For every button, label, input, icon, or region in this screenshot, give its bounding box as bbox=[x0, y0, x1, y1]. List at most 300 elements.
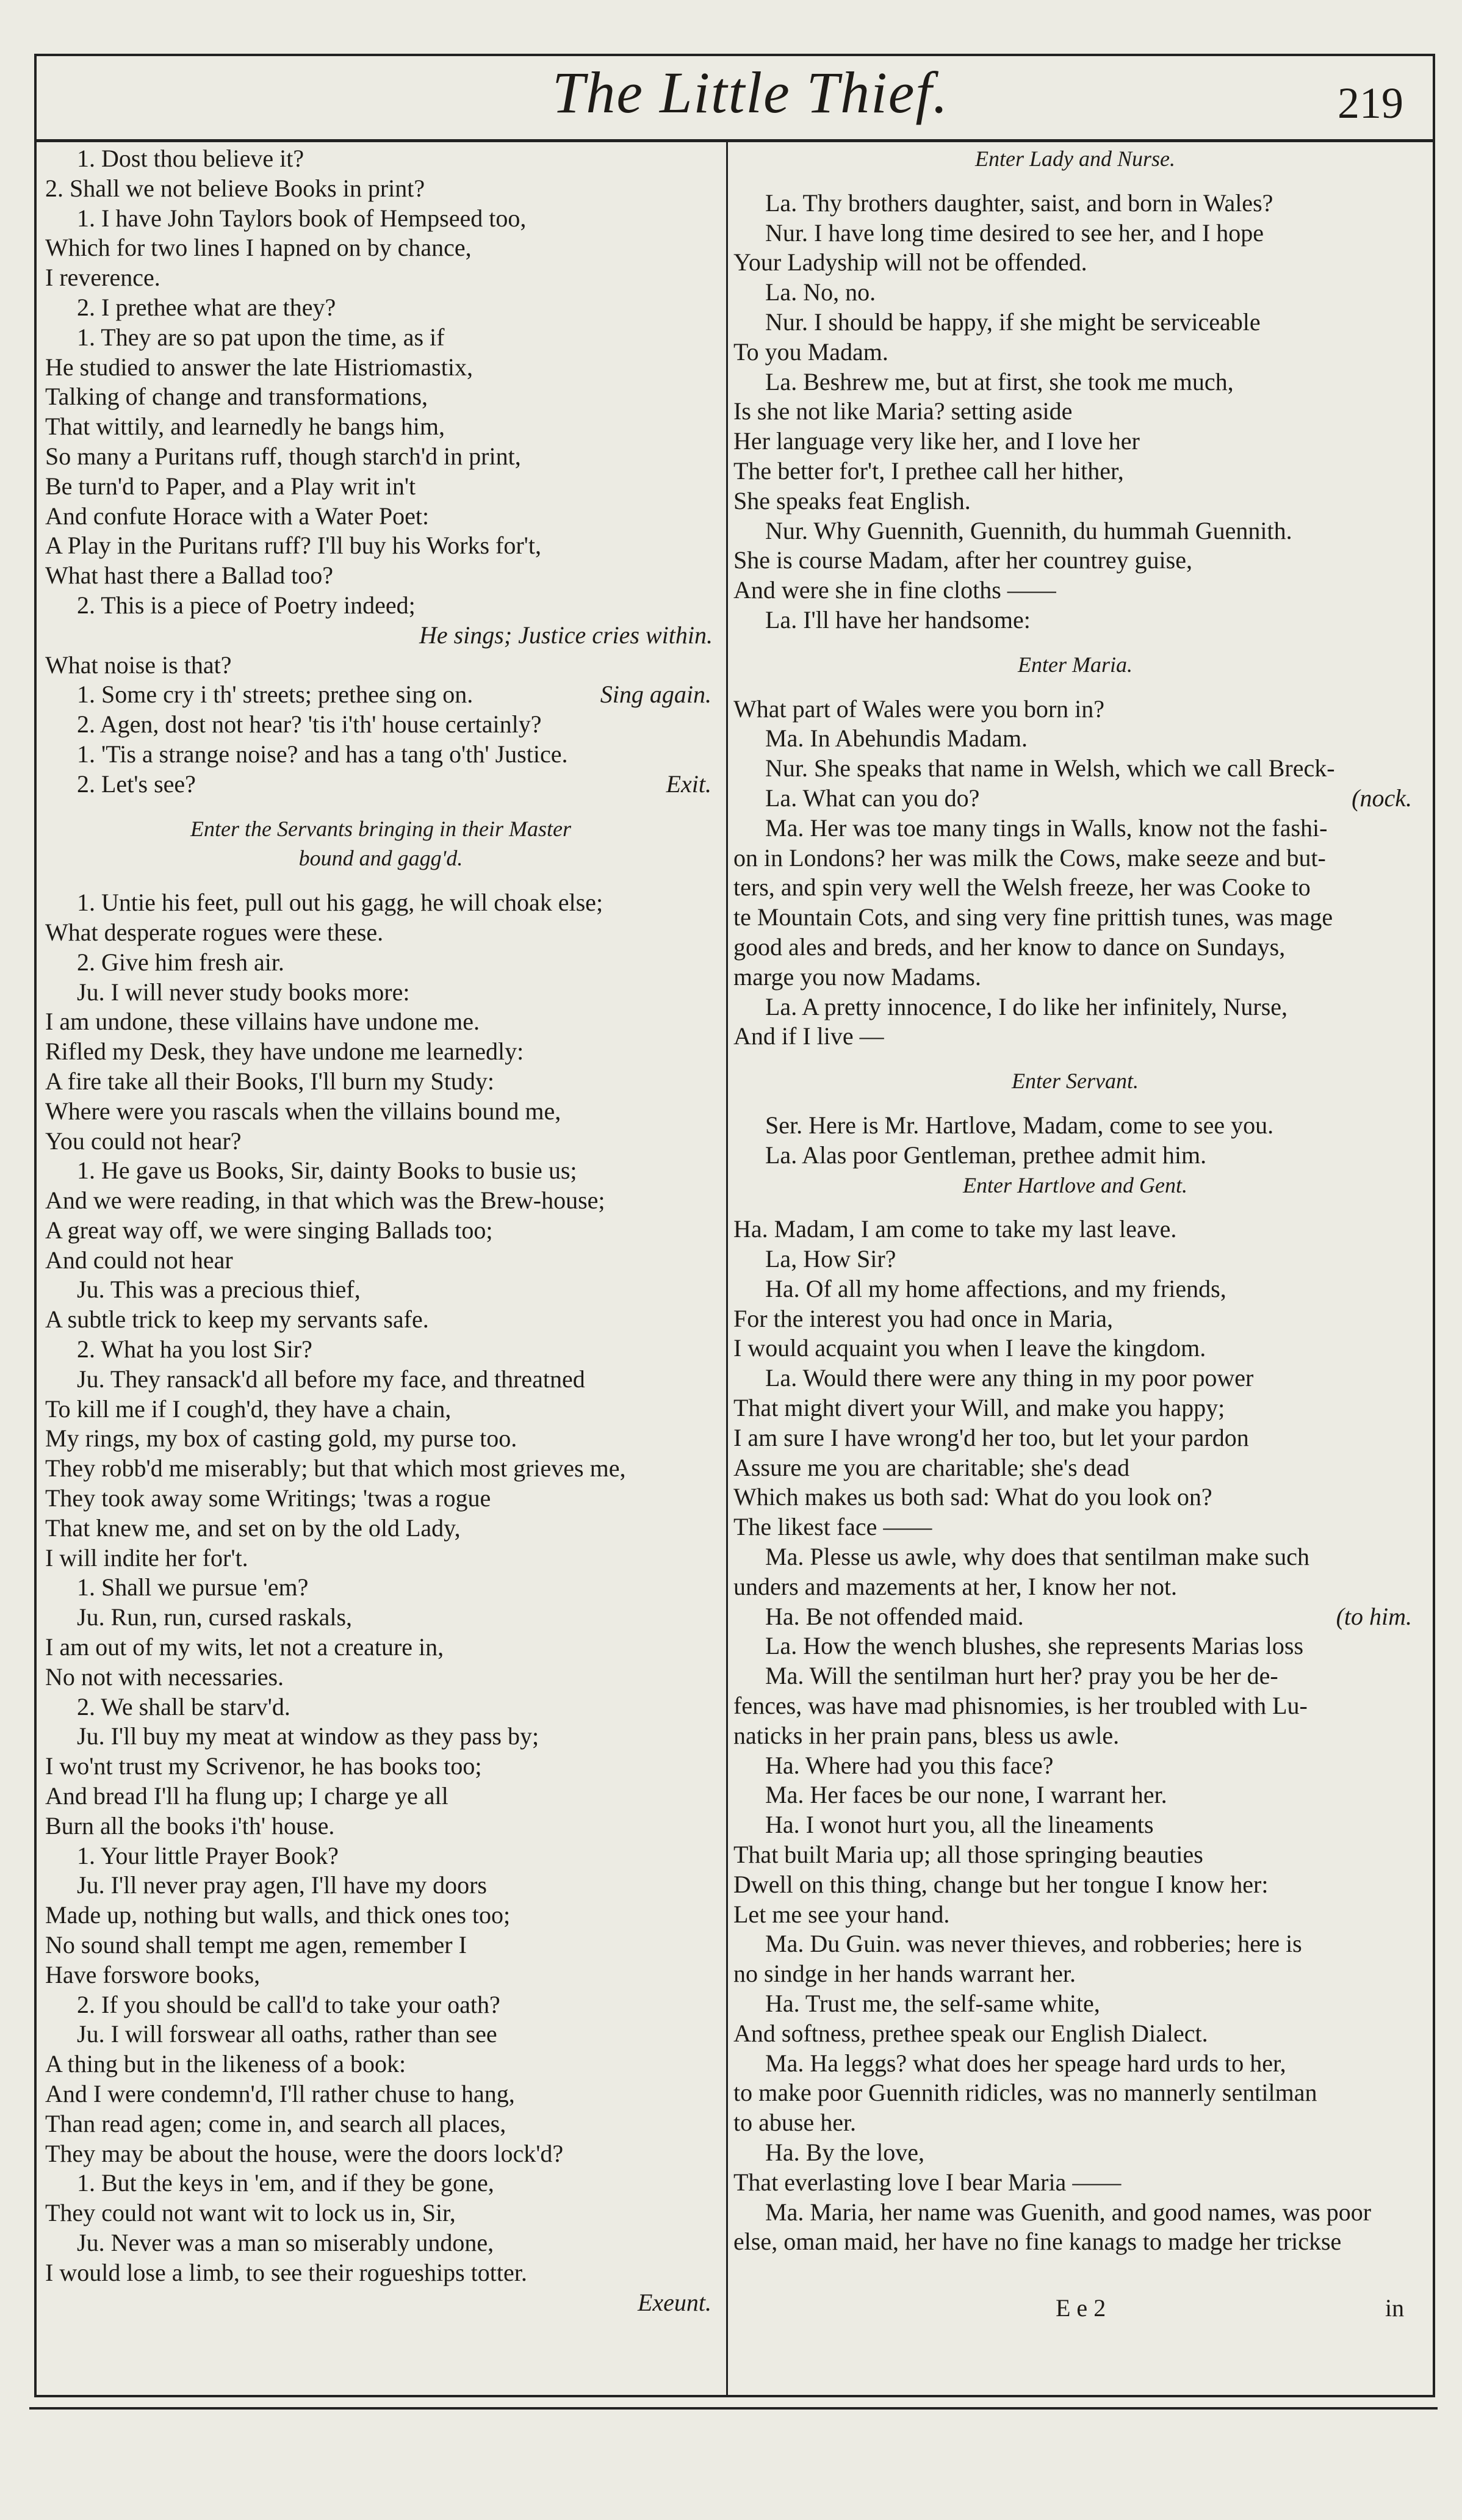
line-text: Ha. Be not offended maid. bbox=[765, 1602, 1024, 1630]
text-line bbox=[45, 2198, 716, 2228]
text-line bbox=[45, 472, 716, 502]
line-text: And were she in fine cloths —— bbox=[733, 576, 1056, 604]
line-text: A fire take all their Books, I'll burn my Study: bbox=[45, 1067, 494, 1095]
text-line bbox=[733, 2198, 1417, 2228]
stage-direction bbox=[45, 814, 716, 844]
text-line bbox=[733, 754, 1417, 784]
line-spacer bbox=[733, 1200, 1417, 1215]
line-text: Have forswore books, bbox=[45, 1960, 261, 1988]
line-text: I would lose a limb, to see their rogueships totter. bbox=[45, 2258, 527, 2286]
line-text: That built Maria up; all those springing beauties bbox=[733, 1841, 1203, 1869]
line-text: They may be about the house, were the doors lock'd? bbox=[45, 2139, 564, 2167]
text-line bbox=[45, 1752, 716, 1782]
line-text: Ma. Her faces be our none, I warrant her. bbox=[765, 1781, 1167, 1809]
text-line bbox=[45, 1663, 716, 1692]
signature-mark: E e 2 bbox=[1056, 2294, 1106, 2322]
text-line bbox=[733, 2078, 1417, 2108]
text-line bbox=[733, 1022, 1417, 1052]
line-text: And bread I'll ha flung up; I charge ye all bbox=[45, 1782, 448, 1810]
line-text: A subtle trick to keep my servants safe. bbox=[45, 1305, 429, 1334]
text-line bbox=[733, 784, 1417, 814]
page-number: 219 bbox=[1338, 79, 1403, 128]
line-text: 1. Your little Prayer Book? bbox=[77, 1841, 339, 1869]
text-line bbox=[45, 233, 716, 263]
line-text: Her language very like her, and I love her bbox=[733, 427, 1140, 455]
text-line bbox=[733, 2138, 1417, 2168]
stage-direction bbox=[733, 1066, 1417, 1096]
text-line bbox=[45, 502, 716, 532]
line-text: to abuse her. bbox=[733, 2109, 857, 2137]
line-text: Nur. I have long time desired to see her, and I hope bbox=[765, 218, 1264, 247]
text-line bbox=[733, 1423, 1417, 1453]
line-text: A Play in the Puritans ruff? I'll buy his Works for't, bbox=[45, 532, 541, 560]
line-text: And if I live — bbox=[733, 1022, 884, 1050]
line-text: Ha. By the love, bbox=[765, 2139, 925, 2166]
line-text: Your Ladyship will not be offended. bbox=[733, 248, 1087, 276]
line-text: Enter Hartlove and Gent. bbox=[963, 1172, 1187, 1197]
line-text: I am undone, these villains have undone me. bbox=[45, 1008, 480, 1036]
line-text: Be turn'd to Paper, and a Play writ in't bbox=[45, 472, 416, 500]
line-text: La. Thy brothers daughter, saist, and born in Wales? bbox=[765, 189, 1273, 217]
line-text: And we were reading, in that which was the Brew-house; bbox=[45, 1186, 605, 1215]
line-text: I will indite her for't. bbox=[45, 1543, 248, 1572]
text-line bbox=[733, 576, 1417, 605]
text-line bbox=[45, 2288, 716, 2318]
line-text: 1. But the keys in 'em, and if they be gone, bbox=[77, 2169, 494, 2197]
line-text: What hast there a Ballad too? bbox=[45, 561, 334, 590]
line-text: Burn all the books i'th' house. bbox=[45, 1811, 335, 1839]
line-text: A thing but in the likeness of a book: bbox=[45, 2050, 406, 2078]
text-line bbox=[45, 174, 716, 204]
line-text: You could not hear? bbox=[45, 1127, 242, 1155]
text-line bbox=[733, 814, 1417, 843]
text-line bbox=[733, 1542, 1417, 1572]
stage-direction bbox=[733, 144, 1417, 174]
text-line bbox=[733, 1334, 1417, 1363]
line-text: Nur. She speaks that name in Welsh, which we call Breck- bbox=[765, 754, 1335, 782]
text-line bbox=[733, 873, 1417, 903]
text-line bbox=[45, 2139, 716, 2169]
line-text: Ha. I wonot hurt you, all the lineaments bbox=[765, 1811, 1154, 1839]
text-line bbox=[733, 1631, 1417, 1661]
line-right-direction: (to him. bbox=[1336, 1602, 1412, 1630]
line-text: Ha. Of all my home affections, and my friends, bbox=[765, 1274, 1226, 1302]
text-line bbox=[733, 992, 1417, 1022]
text-line bbox=[733, 2108, 1417, 2138]
text-line bbox=[45, 1811, 716, 1841]
line-text: 2. Let's see? bbox=[77, 770, 196, 798]
text-line bbox=[733, 1453, 1417, 1483]
line-text: My rings, my box of casting gold, my purse too. bbox=[45, 1424, 517, 1453]
line-text: That everlasting love I bear Maria —— bbox=[733, 2168, 1122, 2196]
line-text: Enter Maria. bbox=[1018, 652, 1133, 677]
text-line bbox=[45, 1007, 716, 1037]
text-line bbox=[733, 1691, 1417, 1721]
line-spacer bbox=[45, 873, 716, 888]
line-text: 1. Dost thou believe it? bbox=[77, 145, 304, 172]
line-text: good ales and breds, and her know to dance on Sundays, bbox=[733, 933, 1286, 961]
line-text: No sound shall tempt me agen, remember I bbox=[45, 1931, 467, 1959]
text-line bbox=[733, 189, 1417, 218]
text-line bbox=[733, 248, 1417, 278]
text-line bbox=[733, 278, 1417, 308]
text-line bbox=[45, 1127, 716, 1157]
text-line bbox=[733, 457, 1417, 486]
text-line bbox=[733, 843, 1417, 873]
line-text: La. Would there were any thing in my poor power bbox=[765, 1364, 1254, 1392]
text-line bbox=[45, 978, 716, 1008]
line-text: fences, was have mad phisnomies, is her troubled with Lu- bbox=[733, 1692, 1308, 1720]
line-text: And softness, prethee speak our English Dialect. bbox=[733, 2019, 1208, 2047]
line-text: 2. Shall we not believe Books in print? bbox=[45, 174, 425, 202]
text-line bbox=[733, 2049, 1417, 2079]
text-line bbox=[45, 561, 716, 591]
text-line bbox=[45, 2049, 716, 2079]
text-line bbox=[45, 353, 716, 383]
line-text: She is course Madam, after her countrey guise, bbox=[733, 546, 1192, 574]
line-text: Made up, nothing but walls, and thick ones too; bbox=[45, 1901, 511, 1929]
line-text: He sings; Justice cries within. bbox=[419, 621, 713, 649]
text-line bbox=[733, 427, 1417, 457]
text-line bbox=[45, 204, 716, 234]
text-line bbox=[45, 412, 716, 442]
text-line bbox=[733, 1274, 1417, 1304]
text-line bbox=[45, 1543, 716, 1573]
line-text: Ma. Plesse us awle, why does that sentilman make such bbox=[765, 1543, 1310, 1571]
line-text: Enter Servant. bbox=[1012, 1069, 1139, 1094]
line-text: 1. I have John Taylors book of Hempseed too, bbox=[77, 204, 527, 232]
line-text: Ma. Ha leggs? what does her speage hard urds to her, bbox=[765, 2049, 1286, 2077]
text-line bbox=[733, 605, 1417, 635]
line-text: La. How the wench blushes, she represents Marias loss bbox=[765, 1632, 1304, 1660]
line-text: Ma. Her was toe many tings in Walls, know not the fashi- bbox=[765, 814, 1328, 842]
stage-direction bbox=[45, 843, 716, 873]
line-spacer bbox=[733, 174, 1417, 189]
text-line bbox=[45, 1246, 716, 1276]
line-text: 1. Some cry i th' streets; prethee sing on. bbox=[77, 681, 474, 709]
line-text: Talking of change and transformations, bbox=[45, 383, 428, 411]
line-text: And confute Horace with a Water Poet: bbox=[45, 502, 430, 530]
text-line bbox=[45, 621, 716, 651]
line-text: te Mountain Cots, and sing very fine prittish tunes, was mage bbox=[733, 903, 1333, 931]
line-text: marge you now Madams. bbox=[733, 962, 981, 991]
line-spacer bbox=[45, 800, 716, 814]
text-line bbox=[45, 770, 716, 800]
line-text: Ser. Here is Mr. Hartlove, Madam, come to see you. bbox=[765, 1111, 1274, 1139]
text-line bbox=[733, 1393, 1417, 1423]
line-text: The better for't, I prethee call her hither, bbox=[733, 457, 1124, 485]
text-line bbox=[733, 1870, 1417, 1900]
line-text: La. I'll have her handsome: bbox=[765, 605, 1031, 634]
text-line bbox=[733, 1602, 1417, 1632]
text-line bbox=[733, 2019, 1417, 2049]
line-text: So many a Puritans ruff, though starch'd in print, bbox=[45, 442, 521, 470]
line-text: Where were you rascals when the villains bound me, bbox=[45, 1097, 561, 1125]
catchword: in bbox=[1385, 2294, 1405, 2322]
text-line bbox=[45, 680, 716, 710]
text-line bbox=[733, 1215, 1417, 1244]
text-line bbox=[45, 1424, 716, 1454]
line-text: I am sure I have wrong'd her too, but let your pardon bbox=[733, 1423, 1249, 1451]
text-line bbox=[733, 1482, 1417, 1512]
line-text: to make poor Guennith ridicles, was no mannerly sentilman bbox=[733, 2079, 1317, 2107]
text-line bbox=[733, 1989, 1417, 2019]
line-text: Assure me you are charitable; she's dead bbox=[733, 1453, 1130, 1481]
text-line bbox=[733, 1111, 1417, 1141]
right-column bbox=[733, 144, 1417, 2390]
text-line bbox=[45, 1305, 716, 1335]
text-line bbox=[45, 1067, 716, 1097]
text-line bbox=[733, 1780, 1417, 1810]
line-text: Dwell on this thing, change but her tongue I know her: bbox=[733, 1870, 1269, 1898]
text-line bbox=[45, 1156, 716, 1186]
text-line bbox=[733, 1840, 1417, 1870]
text-line bbox=[45, 2109, 716, 2139]
text-line bbox=[45, 442, 716, 472]
line-text: Ju. Run, run, cursed raskals, bbox=[77, 1603, 353, 1631]
text-line bbox=[45, 1484, 716, 1514]
text-line bbox=[45, 651, 716, 681]
line-text: Ha. Trust me, the self-same white, bbox=[765, 1990, 1100, 2018]
text-line bbox=[733, 2168, 1417, 2198]
text-line bbox=[45, 1782, 716, 1811]
line-text: Enter the Servants bringing in their Master bbox=[190, 816, 571, 841]
line-text: else, oman maid, her have no fine kanags to madge her trickse bbox=[733, 2228, 1342, 2256]
text-line bbox=[733, 1810, 1417, 1840]
text-line bbox=[733, 1304, 1417, 1334]
text-line bbox=[45, 2168, 716, 2198]
line-text: What desperate rogues were these. bbox=[45, 918, 384, 946]
column-divider bbox=[726, 142, 728, 2397]
line-text: bound and gagg'd. bbox=[298, 846, 463, 871]
line-text: 1. He gave us Books, Sir, dainty Books to busie us; bbox=[77, 1157, 577, 1185]
line-text: 2. I prethee what are they? bbox=[77, 293, 336, 321]
text-line bbox=[733, 1900, 1417, 1930]
line-text: Rifled my Desk, they have undone me learnedly: bbox=[45, 1038, 524, 1066]
text-line bbox=[45, 2258, 716, 2288]
line-text: 2. Agen, dost not hear? 'tis i'th' house certainly? bbox=[77, 710, 542, 738]
line-text: no sindge in her hands warrant her. bbox=[733, 1960, 1076, 1988]
line-text: I wo'nt trust my Scrivenor, he has books too; bbox=[45, 1752, 482, 1780]
text-line bbox=[45, 591, 716, 621]
line-text: 2. What ha you lost Sir? bbox=[77, 1335, 312, 1363]
text-line bbox=[733, 2227, 1417, 2257]
text-line bbox=[45, 293, 716, 323]
text-line bbox=[733, 1721, 1417, 1751]
line-text: La, How Sir? bbox=[765, 1245, 896, 1273]
line-text: A great way off, we were singing Ballads too; bbox=[45, 1216, 493, 1244]
line-text: 2. We shall be starv'd. bbox=[77, 1692, 290, 1720]
text-line bbox=[733, 397, 1417, 427]
line-text: Ju. I'll buy my meat at window as they pass by; bbox=[77, 1722, 539, 1750]
text-line bbox=[733, 903, 1417, 933]
line-text: naticks in her prain pans, bless us awle. bbox=[733, 1721, 1120, 1749]
text-line bbox=[45, 948, 716, 978]
line-text: Which for two lines I hapned on by chance, bbox=[45, 234, 472, 262]
line-text: And I were condemn'd, I'll rather chuse to hang, bbox=[45, 2080, 515, 2107]
text-line bbox=[45, 1722, 716, 1752]
text-line bbox=[733, 1661, 1417, 1691]
line-text: La. What can you do? bbox=[765, 784, 980, 812]
text-line bbox=[733, 308, 1417, 338]
line-text: For the interest you had once in Maria, bbox=[733, 1304, 1114, 1332]
line-text: That knew me, and set on by the old Lady, bbox=[45, 1514, 461, 1542]
text-line bbox=[733, 724, 1417, 754]
line-text: Which makes us both sad: What do you look on? bbox=[733, 1483, 1212, 1511]
line-text: To kill me if I cough'd, they have a chain, bbox=[45, 1395, 452, 1423]
line-text: Ju. I will forswear all oaths, rather than see bbox=[77, 2020, 497, 2048]
text-line bbox=[733, 695, 1417, 724]
text-line bbox=[45, 1901, 716, 1930]
line-text: He studied to answer the late Histriomastix, bbox=[45, 353, 473, 381]
line-text: La. A pretty innocence, I do like her infinitely, Nurse, bbox=[765, 992, 1288, 1020]
line-text: They took away some Writings; 'twas a rogue bbox=[45, 1484, 491, 1512]
line-text: That might divert your Will, and make you happy; bbox=[733, 1394, 1225, 1422]
line-text: La. Beshrew me, but at first, she took me much, bbox=[765, 367, 1234, 395]
line-text: She speaks feat English. bbox=[733, 486, 971, 514]
text-line bbox=[45, 1930, 716, 1960]
line-text: Ju. I'll never pray agen, I'll have my doors bbox=[77, 1871, 487, 1899]
line-text: Let me see your hand. bbox=[733, 1900, 950, 1928]
line-text: Ju. They ransack'd all before my face, and threatned bbox=[77, 1365, 585, 1393]
line-text: What noise is that? bbox=[45, 651, 232, 679]
text-line bbox=[45, 1990, 716, 2020]
line-spacer bbox=[733, 635, 1417, 650]
line-spacer bbox=[733, 680, 1417, 695]
line-text: 1. They are so pat upon the time, as if bbox=[77, 323, 445, 351]
text-line bbox=[45, 1871, 716, 1901]
line-text: 2. This is a piece of Poetry indeed; bbox=[77, 591, 416, 619]
text-line bbox=[733, 516, 1417, 546]
text-line bbox=[45, 323, 716, 353]
line-text: They robb'd me miserably; but that which most grieves me, bbox=[45, 1454, 626, 1482]
line-text: 2. Give him fresh air. bbox=[77, 948, 284, 976]
text-line bbox=[733, 1512, 1417, 1542]
text-line bbox=[733, 338, 1417, 367]
text-line bbox=[733, 1572, 1417, 1602]
line-text: on in Londons? her was milk the Cows, make seeze and but- bbox=[733, 843, 1326, 872]
line-text: They could not want wit to lock us in, Sir, bbox=[45, 2199, 456, 2227]
text-line bbox=[45, 1395, 716, 1424]
text-line bbox=[45, 1037, 716, 1067]
line-text: Ju. I will never study books more: bbox=[77, 978, 410, 1006]
text-line bbox=[45, 1960, 716, 1990]
line-text: ters, and spin very well the Welsh freeze, her was Cooke to bbox=[733, 873, 1311, 901]
left-column bbox=[45, 144, 716, 2390]
line-text: 1. Shall we pursue 'em? bbox=[77, 1573, 309, 1601]
line-text: Enter Lady and Nurse. bbox=[975, 146, 1175, 171]
line-spacer bbox=[733, 1096, 1417, 1111]
text-line bbox=[733, 218, 1417, 248]
line-text: Ma. Will the sentilman hurt her? pray you be her de- bbox=[765, 1662, 1278, 1690]
text-line bbox=[733, 962, 1417, 992]
line-text: unders and mazements at her, I know her not. bbox=[733, 1572, 1178, 1600]
text-line bbox=[733, 1363, 1417, 1393]
line-text: Nur. I should be happy, if she might be serviceable bbox=[765, 308, 1261, 336]
line-right-direction: Exit. bbox=[666, 770, 711, 798]
text-line bbox=[45, 263, 716, 293]
text-line bbox=[733, 1141, 1417, 1171]
text-line bbox=[733, 1751, 1417, 1781]
text-line bbox=[45, 1454, 716, 1484]
stage-direction bbox=[733, 650, 1417, 680]
text-line bbox=[45, 1097, 716, 1127]
text-line bbox=[45, 1335, 716, 1365]
text-line bbox=[733, 1959, 1417, 1989]
text-line bbox=[733, 1929, 1417, 1959]
text-line bbox=[45, 1216, 716, 1246]
line-text: I would acquaint you when I leave the kingdom. bbox=[733, 1334, 1206, 1362]
running-title: The Little Thief. bbox=[552, 60, 949, 125]
line-text: 2. If you should be call'd to take your oath? bbox=[77, 1990, 500, 2018]
stage-direction bbox=[733, 1171, 1417, 1200]
line-text: 1. 'Tis a strange noise? and has a tang o'th' Justice. bbox=[77, 740, 568, 768]
line-text: To you Madam. bbox=[733, 338, 888, 366]
line-text: Is she not like Maria? setting aside bbox=[733, 397, 1073, 425]
line-text: Ju. This was a precious thief, bbox=[77, 1276, 361, 1304]
text-line bbox=[45, 710, 716, 740]
text-line bbox=[45, 740, 716, 770]
line-spacer bbox=[733, 1052, 1417, 1066]
text-line bbox=[733, 1244, 1417, 1274]
line-right-direction: Exeunt. bbox=[637, 2288, 711, 2316]
text-line bbox=[45, 531, 716, 561]
header-rule bbox=[34, 139, 1435, 142]
text-line bbox=[45, 1514, 716, 1543]
line-text: What part of Wales were you born in? bbox=[733, 695, 1105, 723]
text-line bbox=[45, 382, 716, 412]
line-text: Ma. In Abehundis Madam. bbox=[765, 724, 1028, 753]
text-line bbox=[45, 1275, 716, 1305]
line-text: Ha. Madam, I am come to take my last leave. bbox=[733, 1215, 1177, 1243]
bottom-rule bbox=[29, 2407, 1438, 2410]
line-text: I am out of my wits, let not a creature in, bbox=[45, 1633, 444, 1661]
text-line bbox=[45, 1186, 716, 1216]
line-text: Ju. Never was a man so miserably undone, bbox=[77, 2228, 494, 2256]
text-line bbox=[45, 888, 716, 918]
text-line bbox=[45, 144, 716, 174]
text-line bbox=[45, 2228, 716, 2258]
text-line bbox=[45, 2020, 716, 2049]
text-line bbox=[45, 1692, 716, 1722]
line-text: La. No, no. bbox=[765, 278, 876, 306]
line-text: Nur. Why Guennith, Guennith, du hummah Guennith. bbox=[765, 516, 1292, 544]
text-line bbox=[45, 2079, 716, 2109]
line-text: No not with necessaries. bbox=[45, 1663, 284, 1691]
line-text: And could not hear bbox=[45, 1246, 233, 1274]
line-text: Ma. Maria, her name was Guenith, and good names, was poor bbox=[765, 2198, 1372, 2226]
text-line bbox=[45, 1633, 716, 1663]
text-line bbox=[45, 1573, 716, 1603]
text-line bbox=[45, 1603, 716, 1633]
text-line bbox=[45, 918, 716, 948]
line-text: The likest face —— bbox=[733, 1513, 932, 1541]
line-text: That wittily, and learnedly he bangs him, bbox=[45, 413, 445, 441]
line-text: Ha. Where had you this face? bbox=[765, 1751, 1054, 1779]
line-text: La. Alas poor Gentleman, prethee admit him. bbox=[765, 1141, 1207, 1169]
line-text: Than read agen; come in, and search all places, bbox=[45, 2109, 506, 2137]
text-line bbox=[733, 546, 1417, 576]
text-line bbox=[733, 486, 1417, 516]
text-line bbox=[45, 1365, 716, 1395]
text-line bbox=[733, 933, 1417, 962]
line-right-direction: (nock. bbox=[1352, 784, 1412, 812]
line-text: 1. Untie his feet, pull out his gagg, he will choak else; bbox=[77, 889, 603, 917]
line-right-direction: Sing again. bbox=[600, 681, 711, 709]
text-line bbox=[45, 1841, 716, 1871]
text-line bbox=[733, 367, 1417, 397]
line-text: I reverence. bbox=[45, 264, 160, 292]
